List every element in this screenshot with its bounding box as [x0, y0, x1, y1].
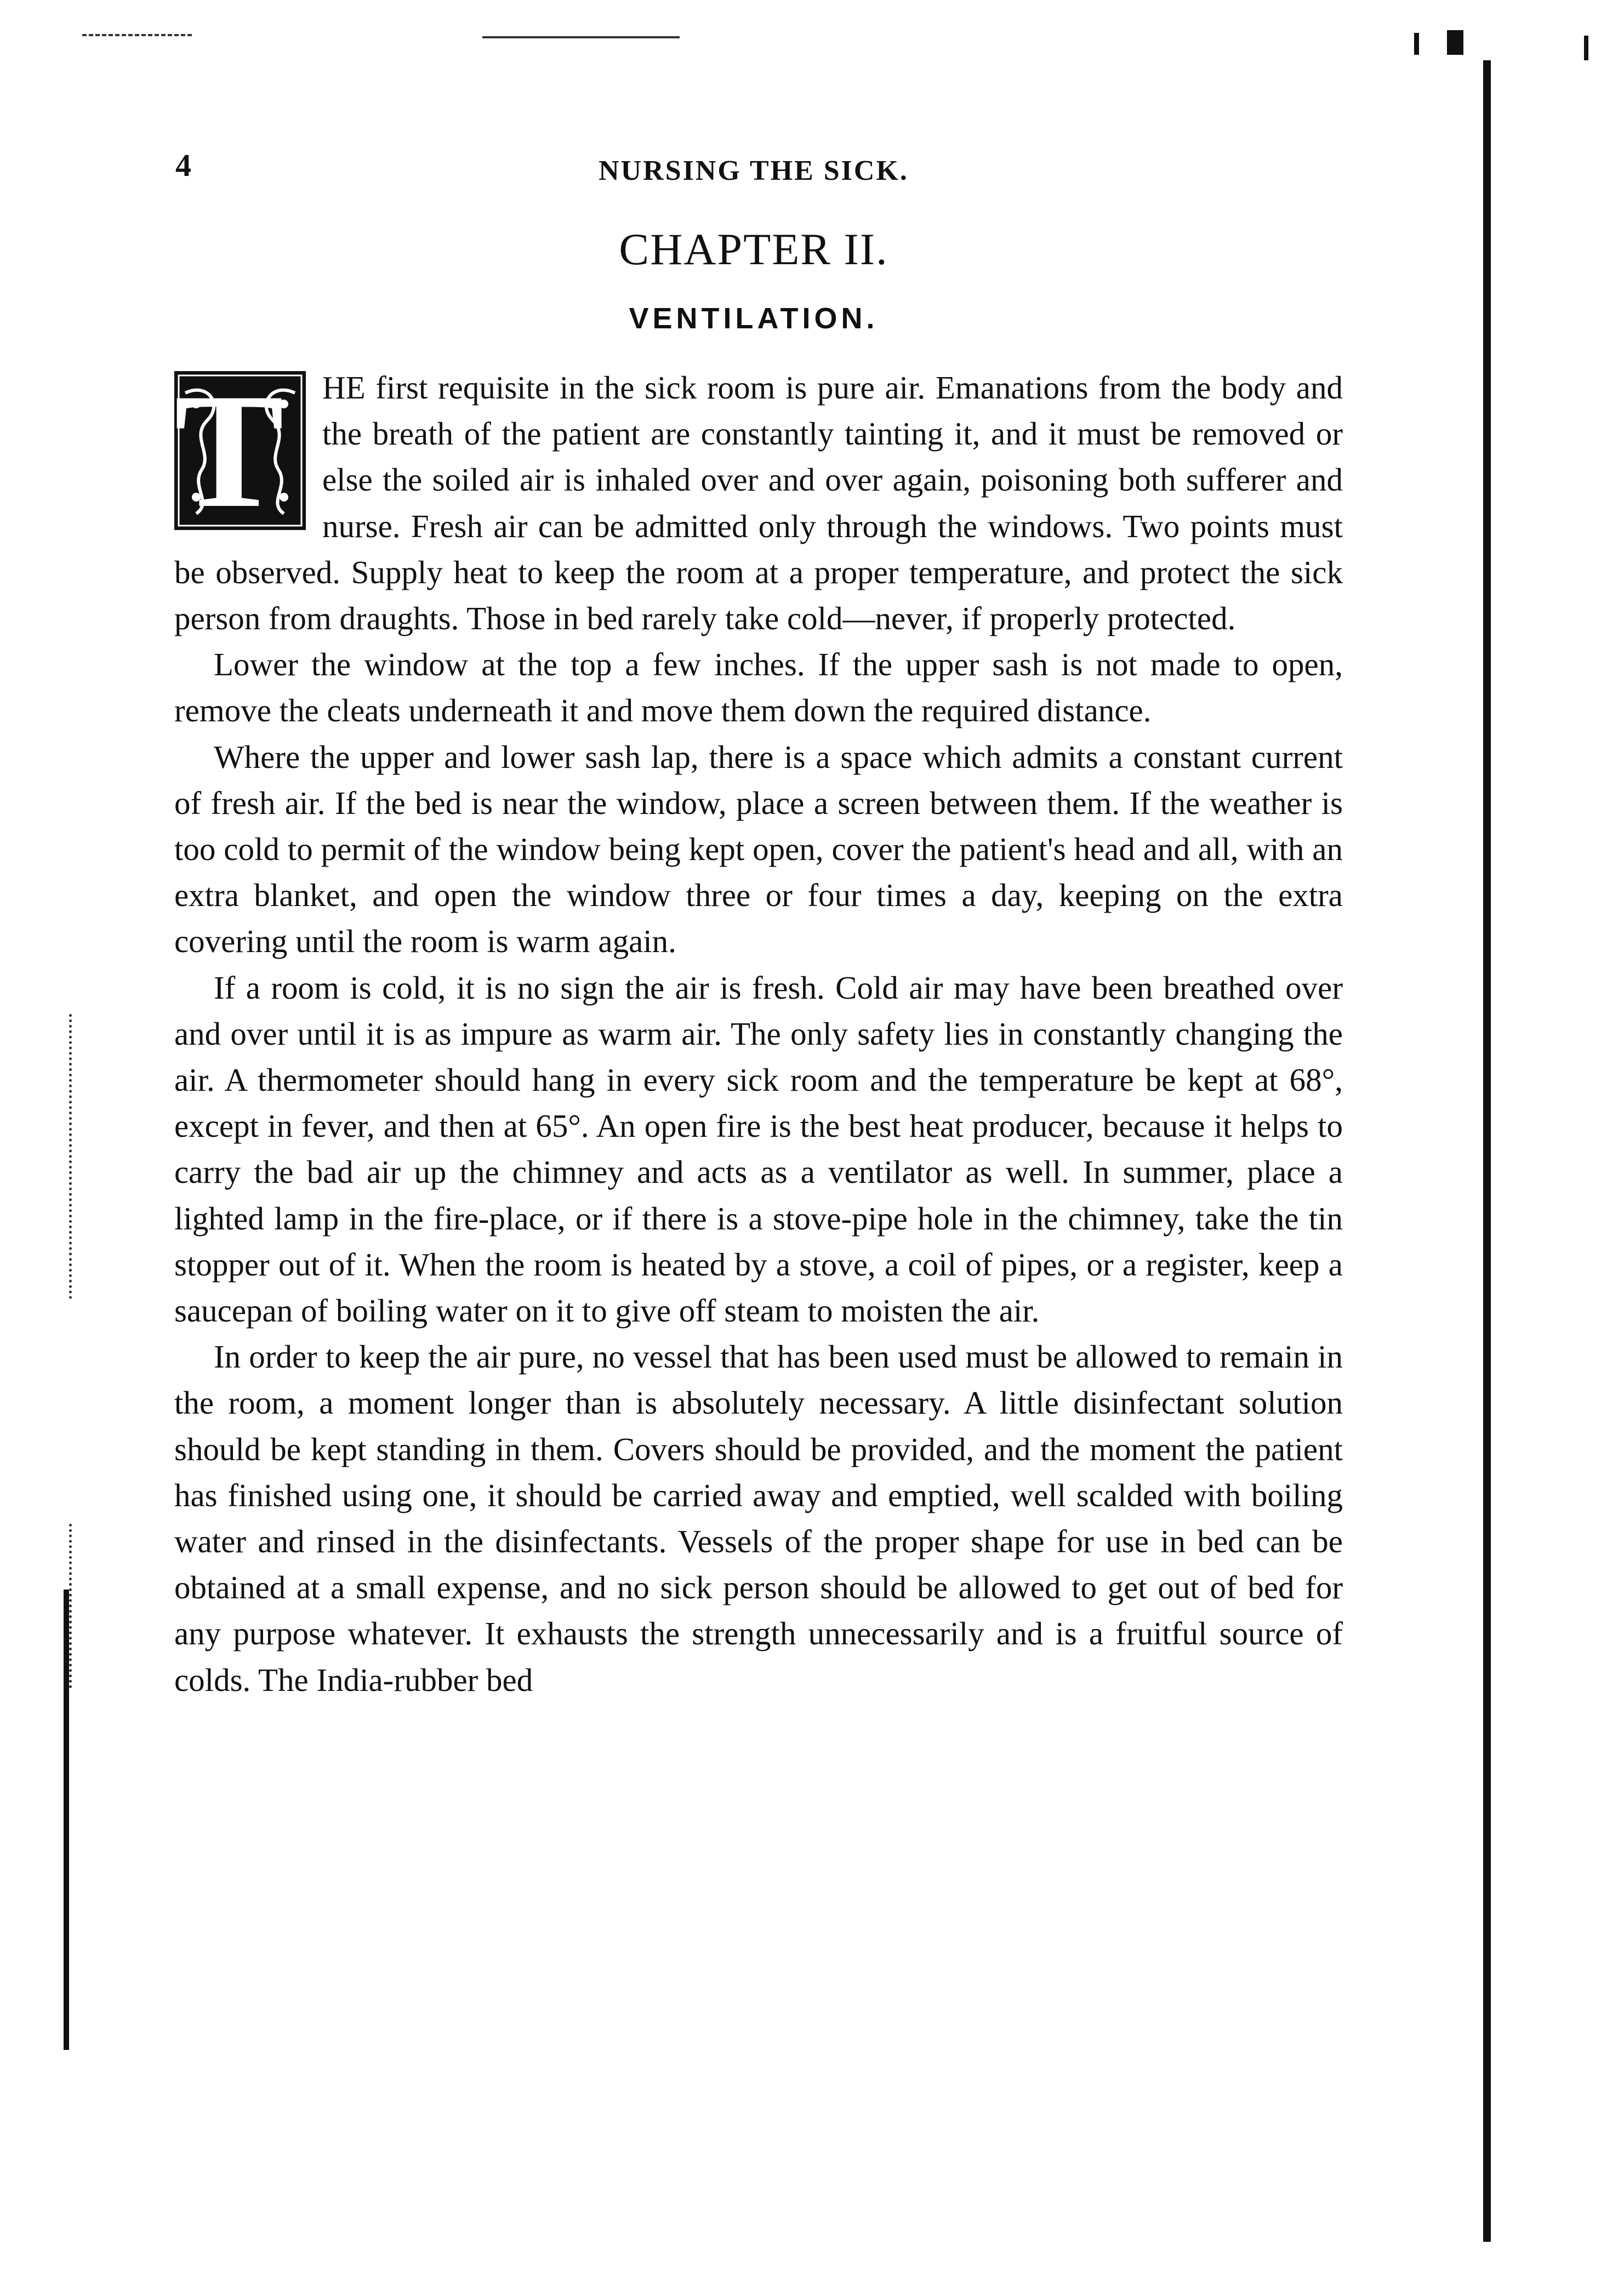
- scan-artifact-bar: [64, 1590, 69, 2050]
- section-title: VENTILATION.: [629, 302, 879, 335]
- scan-artifact-mark: [1414, 33, 1419, 55]
- paragraph: [174, 360, 1343, 641]
- scan-artifact-dots: [69, 1014, 75, 1299]
- paragraph: In order to keep the air pure, no vessel that has been used must be allowed to remain in the room, a moment longer than is absolutely necessary. A little disinfectant solution should be kept standing in them. Covers should be provided, and the moment the patient has finished using one, it should be carried away and emptied, well scalded with boiling water and rinsed in the disinfectants. Vessels of the proper shape for use in bed can be obtained at a small expense, and no sick person should be allowed to get out of bed for any purpose whatever. It exhausts the strength unnecessarily and is a fruitful source of colds. The India-rubber bed: [174, 1338, 1343, 1698]
- scan-artifact-line: [482, 36, 680, 38]
- scan-artifact-mark: [1447, 30, 1463, 55]
- paragraph: If a room is cold, it is no sign the air is fresh. Cold air may have been breathed over and over until it is as impure as warm air. The only safety lies in constantly changing the air. A thermometer should hang in every sick room and the temperature be kept at 68°, except in fever, and then at 65°. An open fire is the best heat producer, because it helps to carry the bad air up the chimney and acts as a ventilator as well. In summer, place a lighted lamp in the fire-place, or if there is a stove-pipe hole in the chimney, take the tin stopper out of it. When the room is heated by a stove, a coil of pipes, or a register, keep a saucepan of boiling water on it to give off steam to moisten the air.: [174, 969, 1343, 1329]
- drop-cap: [174, 360, 306, 542]
- scan-border-line: [1483, 60, 1491, 2242]
- page-number: 4: [175, 147, 191, 183]
- chapter-title: CHAPTER II.: [619, 224, 888, 274]
- scan-artifact-mark: [1584, 36, 1588, 60]
- drop-cap-letter: T: [174, 360, 284, 542]
- running-head: NURSING THE SICK.: [599, 155, 909, 186]
- scan-artifact-dots: [69, 1524, 75, 1688]
- scan-artifact-dash: [82, 34, 192, 38]
- paragraph: Lower the window at the top a few inches. If the upper sash is not made to open, remove the cleats underneath it and move them down the required distance.: [174, 646, 1343, 729]
- body-text: [174, 360, 1343, 1703]
- paragraph: Where the upper and lower sash lap, there is a space which admits a constant current of fresh air. If the bed is near the window, place a screen between them. If the weather is too cold to permit of the window being kept open, cover the patient's head and all, with an extra blanket, and open the window three or four times a day, keeping on the extra covering until the room is warm again.: [174, 738, 1343, 960]
- paragraph-text: HE first requisite in the sick room is pure air. Emanations from the body and the breath of the patient are constantly tainting it, and it must be removed or else the soiled air is inhaled over and over again, poisoning both sufferer and nurse. Fresh air can be admitted only through the windows. Two points must be observed. Supply heat to keep the room at a proper temperature, and protect the sick person from draughts. Those in bed rarely take cold—never, if properly protected.: [174, 369, 1343, 637]
